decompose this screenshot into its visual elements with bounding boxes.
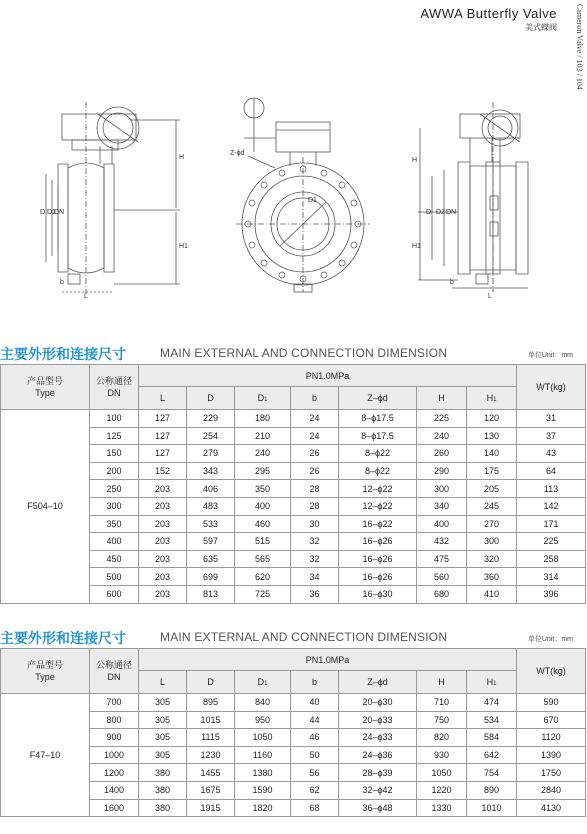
table-cell: 305: [139, 746, 187, 764]
table-cell: 171: [517, 515, 586, 533]
table-cell: 754: [467, 764, 517, 782]
table-cell: 31: [517, 410, 586, 428]
col-header-h: H: [417, 671, 467, 694]
table-cell: 210: [235, 427, 291, 445]
table-cell: 305: [139, 729, 187, 747]
type-header: 产品型号 Type: [1, 649, 90, 694]
table-cell: 12–ϕ22: [339, 480, 417, 498]
table-cell: 46: [291, 729, 339, 747]
table-cell: 1590: [235, 781, 291, 799]
table-cell: 1220: [417, 781, 467, 799]
table-cell: 120: [467, 410, 517, 428]
table-cell: 142: [517, 497, 586, 515]
table-cell: 200: [90, 462, 139, 480]
table-cell: 460: [235, 515, 291, 533]
section-title-en: MAIN EXTERNAL AND CONNECTION DIMENSION: [160, 630, 448, 644]
unit-label: 单位Unit：mm: [527, 636, 573, 643]
table-cell: 950: [235, 711, 291, 729]
table-cell: 475: [417, 550, 467, 568]
table-row: [1, 410, 586, 428]
table-cell: 500: [90, 568, 139, 586]
table-cell: 113: [517, 480, 586, 498]
table-cell: 600: [90, 585, 139, 603]
table-cell: 1000: [90, 746, 139, 764]
table-cell: 64: [517, 462, 586, 480]
table-cell: 813: [187, 585, 235, 603]
section-heading-2: [0, 628, 587, 646]
table-cell: 699: [187, 568, 235, 586]
table-cell: 127: [139, 427, 187, 445]
table-cell: 240: [417, 427, 467, 445]
table-cell: 44: [291, 711, 339, 729]
table-cell: 1455: [187, 764, 235, 782]
table-cell: 1200: [90, 764, 139, 782]
label-dn-2: DN: [446, 209, 457, 216]
label-b-1: b: [60, 279, 64, 286]
table-cell: 560: [417, 568, 467, 586]
table-cell: 1400: [90, 781, 139, 799]
table-cell: 8–ϕ22: [339, 462, 417, 480]
table-cell: 300: [417, 480, 467, 498]
table-cell: 1915: [187, 799, 235, 817]
table-cell: 24: [291, 427, 339, 445]
col-header-h: H: [417, 387, 467, 410]
table-cell: 24: [291, 410, 339, 428]
table-cell: 750: [417, 711, 467, 729]
table-cell: 16–ϕ22: [339, 515, 417, 533]
table-cell: 4130: [517, 799, 586, 817]
table-cell: 43: [517, 445, 586, 463]
table-cell: 30: [291, 515, 339, 533]
dn-header: 公称通径 DN: [90, 649, 139, 694]
table-cell: 533: [187, 515, 235, 533]
table-cell: 432: [417, 533, 467, 551]
side-view-drawing: [46, 102, 180, 294]
table-cell: 1600: [90, 799, 139, 817]
table-cell: 820: [417, 729, 467, 747]
table-cell: 12–ϕ22: [339, 497, 417, 515]
table-cell: 8–ϕ22: [339, 445, 417, 463]
table-cell: 1330: [417, 799, 467, 817]
table-cell: 400: [417, 515, 467, 533]
table-cell: 140: [467, 445, 517, 463]
table-cell: 127: [139, 445, 187, 463]
table-cell: 32: [291, 550, 339, 568]
table-cell: 175: [467, 462, 517, 480]
section-title-en: MAIN EXTERNAL AND CONNECTION DIMENSION: [160, 346, 448, 360]
table-cell: 56: [291, 764, 339, 782]
table-cell: 100: [90, 410, 139, 428]
label-d-1: D: [40, 209, 46, 216]
table-cell: 930: [417, 746, 467, 764]
table-cell: 37: [517, 427, 586, 445]
table-cell: 32–ϕ42: [339, 781, 417, 799]
table-cell: 725: [235, 585, 291, 603]
table-cell: 565: [235, 550, 291, 568]
label-l-1: L: [84, 293, 88, 300]
col-header-h1: H1: [467, 387, 517, 410]
table-cell: 245: [467, 497, 517, 515]
table-cell: 1050: [235, 729, 291, 747]
label-h-2: H: [412, 157, 418, 164]
label-d2-2: D2: [436, 209, 445, 216]
table-cell: 400: [235, 497, 291, 515]
table-cell: 406: [187, 480, 235, 498]
front-view-drawing: [236, 98, 370, 292]
table-cell: 203: [139, 550, 187, 568]
table-cell: 270: [467, 515, 517, 533]
table-cell: 36: [291, 585, 339, 603]
table-cell: 32: [291, 533, 339, 551]
table-cell: 16–ϕ26: [339, 533, 417, 551]
table-cell: 26: [291, 445, 339, 463]
table-cell: 1015: [187, 711, 235, 729]
table-cell: 130: [467, 427, 517, 445]
side-caption: Cameron Valve / 103 / 104: [575, 4, 584, 90]
table-cell: 28: [291, 480, 339, 498]
table-cell: 20–ϕ30: [339, 694, 417, 712]
table-cell: 36–ϕ48: [339, 799, 417, 817]
table-cell: 305: [139, 711, 187, 729]
wt-header: WT(kg): [517, 649, 586, 694]
table-cell: 290: [417, 462, 467, 480]
table-cell: 2840: [517, 781, 586, 799]
table-cell: 380: [139, 764, 187, 782]
table-cell: 400: [90, 533, 139, 551]
wt-header: WT(kg): [517, 365, 586, 410]
col-header-b: b: [291, 671, 339, 694]
col-header-l: L: [139, 671, 187, 694]
table-row: [1, 694, 586, 712]
table-cell: 203: [139, 515, 187, 533]
table-cell: 1390: [517, 746, 586, 764]
table-cell: 320: [467, 550, 517, 568]
table-cell: 1750: [517, 764, 586, 782]
table-cell: 34: [291, 568, 339, 586]
pn-header: PN1.0MPa: [139, 649, 517, 671]
table-cell: 203: [139, 497, 187, 515]
table-cell: 127: [139, 410, 187, 428]
table-cell: 20–ϕ33: [339, 711, 417, 729]
table-cell: 515: [235, 533, 291, 551]
table-cell: 258: [517, 550, 586, 568]
label-d-2: D: [426, 209, 432, 216]
unit-label: 单位Unit：mm: [527, 352, 573, 359]
table-cell: 68: [291, 799, 339, 817]
label-h1-2: H1: [412, 243, 421, 250]
table-cell: 597: [187, 533, 235, 551]
table-cell: 8–ϕ17.5: [339, 427, 417, 445]
table-cell: 890: [467, 781, 517, 799]
table-cell: 350: [90, 515, 139, 533]
table-cell: 26: [291, 462, 339, 480]
col-header-z-phi-d: Z–ϕd: [339, 671, 417, 694]
table-cell: 350: [235, 480, 291, 498]
section-view-drawing: [418, 102, 528, 292]
table-cell: 260: [417, 445, 467, 463]
table-cell: 840: [235, 694, 291, 712]
table-cell: 620: [235, 568, 291, 586]
table-cell: 203: [139, 585, 187, 603]
table-cell: 279: [187, 445, 235, 463]
table-cell: 1820: [235, 799, 291, 817]
table-cell: 670: [517, 711, 586, 729]
table-cell: 534: [467, 711, 517, 729]
table-cell: 635: [187, 550, 235, 568]
table-cell: 1115: [187, 729, 235, 747]
table-cell: 240: [235, 445, 291, 463]
dn-header: 公称通径 DN: [90, 365, 139, 410]
table-cell: 680: [417, 585, 467, 603]
label-l-2: L: [488, 293, 492, 300]
table-cell: 28–ϕ39: [339, 764, 417, 782]
technical-drawings: [0, 62, 587, 324]
type-header: 产品型号 Type: [1, 365, 90, 410]
col-header-h1: H1: [467, 671, 517, 694]
col-header-d1: D1: [235, 671, 291, 694]
col-header-b: b: [291, 387, 339, 410]
table-cell: 28: [291, 497, 339, 515]
table-cell: 584: [467, 729, 517, 747]
table-cell: 225: [517, 533, 586, 551]
table-cell: 450: [90, 550, 139, 568]
table-cell: 895: [187, 694, 235, 712]
table-cell: 8–ϕ17.5: [339, 410, 417, 428]
table-cell: 900: [90, 729, 139, 747]
label-zd: Z-ϕd: [230, 150, 245, 157]
table-cell: 1010: [467, 799, 517, 817]
table-cell: 225: [417, 410, 467, 428]
table-cell: 24–ϕ33: [339, 729, 417, 747]
label-h-1: H: [179, 154, 185, 161]
table-cell: 300: [90, 497, 139, 515]
table-cell: 380: [139, 781, 187, 799]
label-dn-1: DN: [54, 209, 65, 216]
table-cell: 1160: [235, 746, 291, 764]
table-cell: 62: [291, 781, 339, 799]
table-cell: 1230: [187, 746, 235, 764]
table-cell: 474: [467, 694, 517, 712]
table-cell: 16–ϕ26: [339, 550, 417, 568]
table-cell: 710: [417, 694, 467, 712]
table-cell: 800: [90, 711, 139, 729]
table-cell: 203: [139, 533, 187, 551]
col-header-l: L: [139, 387, 187, 410]
col-header-z-phi-d: Z–ϕd: [339, 387, 417, 410]
table-cell: 254: [187, 427, 235, 445]
table-cell: 314: [517, 568, 586, 586]
dimension-table-2: [0, 648, 586, 817]
table-cell: 343: [187, 462, 235, 480]
table-cell: 203: [139, 480, 187, 498]
table-cell: 340: [417, 497, 467, 515]
table-cell: 40: [291, 694, 339, 712]
table-cell: 203: [139, 568, 187, 586]
table-cell: 295: [235, 462, 291, 480]
table-cell: 300: [467, 533, 517, 551]
section-heading-1: [0, 344, 587, 362]
table-cell: 16–ϕ26: [339, 568, 417, 586]
section-title-cn: 主要外形和连接尺寸: [0, 346, 126, 362]
table-cell: 360: [467, 568, 517, 586]
label-h1-1: H1: [179, 243, 188, 250]
label-d1-2: D1: [308, 197, 317, 204]
table-cell: 590: [517, 694, 586, 712]
table-cell: 16–ϕ30: [339, 585, 417, 603]
table-cell: 50: [291, 746, 339, 764]
table-cell: 229: [187, 410, 235, 428]
model-cell: F47–10: [1, 694, 90, 817]
label-d1-1: D1: [47, 209, 56, 216]
table-cell: 1050: [417, 764, 467, 782]
table-cell: 125: [90, 427, 139, 445]
table-cell: 150: [90, 445, 139, 463]
table-cell: 1380: [235, 764, 291, 782]
table-cell: 410: [467, 585, 517, 603]
table-cell: 483: [187, 497, 235, 515]
table-cell: 305: [139, 694, 187, 712]
table-cell: 1675: [187, 781, 235, 799]
dimension-table-1: [0, 364, 586, 604]
table-cell: 700: [90, 694, 139, 712]
table-cell: 205: [467, 480, 517, 498]
table-cell: 642: [467, 746, 517, 764]
col-header-d1: D1: [235, 387, 291, 410]
table-cell: 250: [90, 480, 139, 498]
table-cell: 380: [139, 799, 187, 817]
table-cell: 1120: [517, 729, 586, 747]
table-cell: 24–ϕ36: [339, 746, 417, 764]
col-header-d: D: [187, 387, 235, 410]
col-header-d: D: [187, 671, 235, 694]
page-subtitle: 美式蝶阀: [525, 23, 557, 32]
model-cell: F504–10: [1, 410, 90, 604]
table-cell: 152: [139, 462, 187, 480]
label-b-2: b: [450, 279, 454, 286]
table-cell: 180: [235, 410, 291, 428]
section-title-cn: 主要外形和连接尺寸: [0, 630, 126, 646]
pn-header: PN1.0MPa: [139, 365, 517, 387]
page-title: AWWA Butterfly Valve: [420, 6, 557, 21]
table-cell: 396: [517, 585, 586, 603]
